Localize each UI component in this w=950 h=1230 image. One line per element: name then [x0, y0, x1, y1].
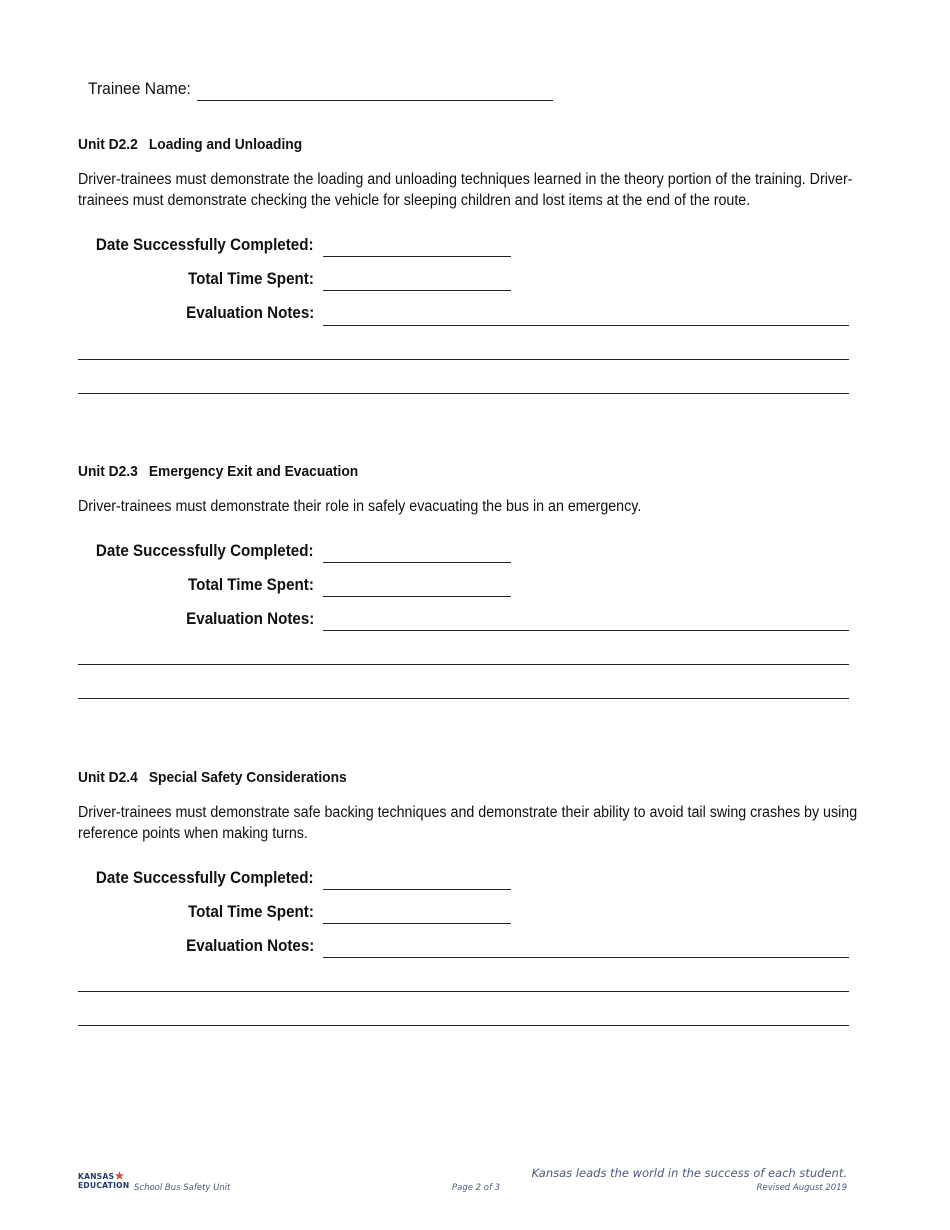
trainee-name-label: Trainee Name: [88, 79, 191, 98]
evaluation-notes-line[interactable] [78, 991, 849, 992]
total-time-field[interactable] [323, 923, 511, 924]
unit-heading [78, 769, 347, 786]
total-time-label: Total Time Spent: [188, 903, 314, 921]
unit-code: Unit D2.4 [78, 769, 138, 786]
date-completed-field[interactable] [323, 889, 511, 890]
evaluation-notes-field[interactable] [323, 630, 849, 631]
logo-line-kansas: KANSAS [78, 1172, 115, 1181]
date-completed-field[interactable] [323, 562, 511, 563]
footer-revised-date: Revised August 2019 [756, 1183, 847, 1193]
date-completed-label: Date Successfully Completed: [96, 869, 314, 887]
date-completed-label: Date Successfully Completed: [96, 542, 314, 560]
star-icon [115, 1171, 124, 1180]
logo-line-education: EDUCATION [78, 1181, 130, 1190]
date-completed-field[interactable] [323, 256, 511, 257]
evaluation-notes-line[interactable] [78, 359, 849, 360]
evaluation-notes-line[interactable] [78, 664, 849, 665]
evaluation-notes-line[interactable] [78, 1025, 849, 1026]
total-time-label: Total Time Spent: [188, 270, 314, 288]
unit-heading [78, 463, 358, 480]
evaluation-notes-label: Evaluation Notes: [185, 304, 314, 322]
unit-title: Loading and Unloading [148, 136, 303, 153]
evaluation-notes-label: Evaluation Notes: [185, 610, 314, 628]
unit-heading [78, 136, 302, 153]
total-time-label: Total Time Spent: [188, 576, 314, 594]
evaluation-notes-line[interactable] [78, 698, 849, 699]
evaluation-notes-field[interactable] [323, 325, 849, 326]
evaluation-notes-label: Evaluation Notes: [185, 937, 314, 955]
kansas-education-logo [78, 1172, 134, 1198]
evaluation-notes-line[interactable] [78, 393, 849, 394]
unit-code: Unit D2.3 [78, 463, 138, 480]
total-time-field[interactable] [323, 596, 511, 597]
unit-code: Unit D2.2 [78, 136, 138, 153]
unit-title: Emergency Exit and Evacuation [148, 463, 359, 480]
footer-tagline: Kansas leads the world in the success of each student. [531, 1166, 847, 1180]
evaluation-notes-field[interactable] [323, 957, 849, 958]
date-completed-label: Date Successfully Completed: [96, 236, 314, 254]
unit-description: Driver-trainees must demonstrate the loading and unloading techniques learned in the theory portion of the training. Driver-trainees must demonstrate checking the vehicle for sleeping children and lost items at the end of the route. [78, 171, 853, 209]
unit-title: Special Safety Considerations [148, 769, 347, 786]
trainee-name-field[interactable] [197, 100, 553, 101]
unit-description: Driver-trainees must demonstrate their role in safely evacuating the bus in an emergency. [78, 498, 642, 515]
unit-description: Driver-trainees must demonstrate safe backing techniques and demonstrate their ability to avoid tail swing crashes by using reference points when making turns. [78, 804, 858, 842]
footer-unit-name: School Bus Safety Unit [134, 1183, 231, 1193]
footer-page-number: Page 2 of 3 [452, 1183, 501, 1193]
total-time-field[interactable] [323, 290, 511, 291]
